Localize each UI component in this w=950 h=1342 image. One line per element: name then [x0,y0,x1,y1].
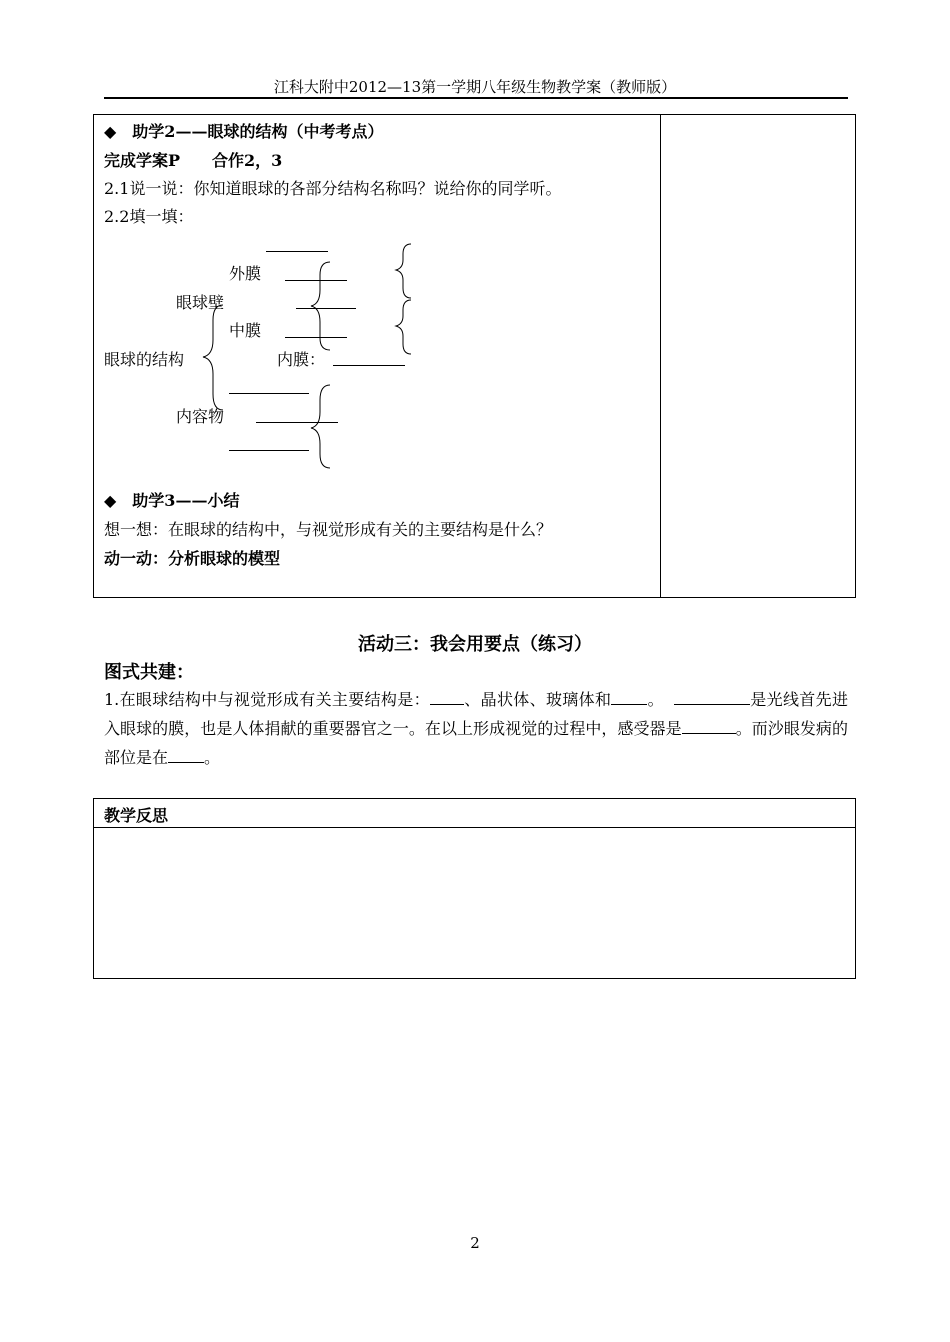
header-rule [104,97,848,99]
exercise-text: 。而沙眼发病的部位是在 [104,719,848,767]
blank-line [229,393,309,394]
middle-membrane-label: 中膜 [229,321,262,340]
think-question: 想一想：在眼球的结构中，与视觉形成有关的主要结构是什么？ [104,520,553,539]
activity3-title: 活动三：我会用要点（练习） [358,634,592,655]
exercise-text: 1.在眼球结构中与视觉形成有关主要结构是： [104,690,430,709]
blank-line [285,280,347,281]
answer-blank[interactable] [611,687,647,705]
question-2-1: 2.1说一说：你知道眼球的各部分结构名称吗？说给你的同学听。 [104,179,562,198]
answer-blank[interactable] [674,687,750,705]
question-2-2: 2.2填一填： [104,207,194,226]
table-column-divider [660,114,661,598]
eyeball-wall-label: 眼球壁 [176,293,225,312]
outer-membrane-label: 外膜 [229,264,262,283]
contents-label: 内容物 [176,407,225,426]
answer-blank[interactable] [168,745,204,763]
contents-brace [311,385,330,468]
reflection-input-area[interactable] [94,828,855,978]
assist2-task: 完成学案P 合作2，3 [104,151,283,170]
blank-line [296,308,356,309]
outer-brace [396,244,411,298]
exercise-text: 。 [204,748,221,767]
act-task: 动一动：分析眼球的模型 [104,549,281,568]
answer-blank[interactable] [430,687,464,705]
eye-structure-root-label: 眼球的结构 [104,350,185,369]
blank-line [285,337,347,338]
exercise-text: 是光线首先进入眼球的膜，也是人体捐献的重要器官之一。在以上形成视觉的过程中，感受器是 [104,690,848,738]
blank-line [333,365,405,366]
middle-brace [396,300,411,354]
document-header: 江科大附中2012—13第一学期八年级生物教学案（教师版） [273,78,677,96]
answer-blank[interactable] [682,716,736,734]
eye-structure-diagram [93,230,493,480]
activity3-subheading: 图式共建： [104,662,194,683]
assist2-heading: ◆ 助学2——眼球的结构（中考考点） [104,122,384,141]
assist3-heading: ◆ 助学3——小结 [104,491,240,510]
inner-membrane-label: 内膜： [277,350,326,369]
exercise-1 [104,685,848,772]
page-number: 2 [470,1234,480,1252]
exercise-text: 。 [647,690,664,709]
main-brace [203,305,223,410]
blank-line [266,251,328,252]
blank-line [229,450,309,451]
reflection-title: 教学反思 [104,806,169,825]
exercise-text: 、晶状体、玻璃体和 [463,690,612,709]
blank-line [256,422,338,423]
